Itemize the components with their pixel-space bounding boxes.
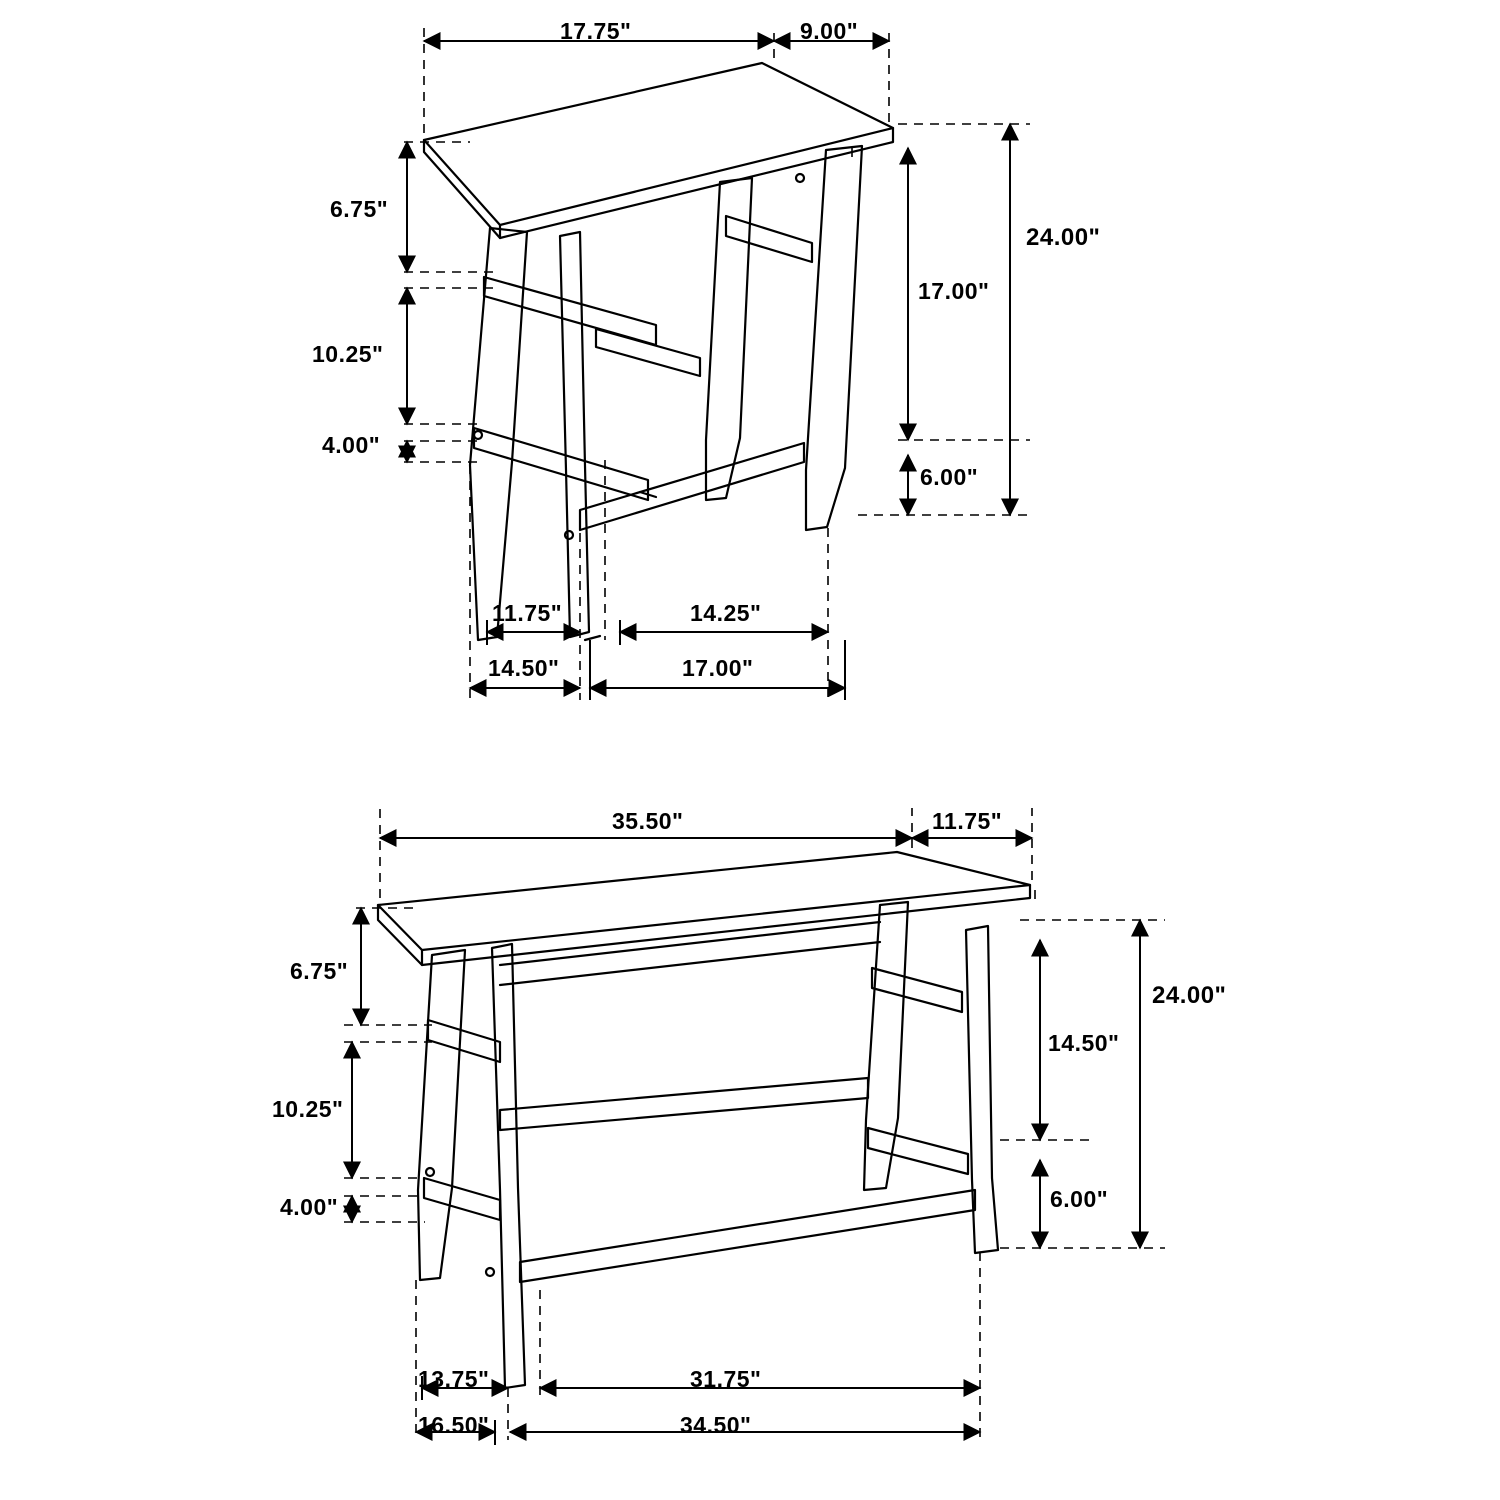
bench-dim-top-width-front: 35.50" (612, 808, 684, 834)
stool-dim-base-depth-outer: 14.50" (488, 655, 560, 681)
bench-dim-lower-rail-to-floor: 4.00" (280, 1194, 339, 1220)
stool-dim-base-width-outer: 17.00" (682, 655, 754, 681)
stool-dim-lower-rail-to-floor: 4.00" (322, 432, 381, 458)
bench-dim-upper-to-lower-rail: 10.25" (272, 1096, 344, 1122)
stool-dim-base-width-inner: 14.25" (690, 600, 762, 626)
stool-dim-top-to-upper-rail: 6.75" (330, 196, 389, 222)
bench-extension-lines (344, 808, 1165, 1440)
stool-illustration (424, 63, 893, 640)
stool-dim-overall-height: 24.00" (1026, 224, 1101, 251)
bench-dim-base-width-inner: 31.75" (690, 1366, 762, 1392)
stool-dim-top-depth: 9.00" (800, 18, 859, 44)
stool-dim-upper-to-lower-rail: 10.25" (312, 341, 384, 367)
bench-dim-top-to-upper-rail: 6.75" (290, 958, 349, 984)
bench-dim-apron-height-back: 14.50" (1048, 1030, 1120, 1056)
bench-dim-base-width-outer: 34.50" (680, 1412, 752, 1438)
stool-dim-footrest-height: 6.00" (920, 464, 979, 490)
bench-dim-base-depth-outer: 16.50" (418, 1412, 490, 1438)
bench-illustration (378, 852, 1030, 1388)
bench-dim-top-depth: 11.75" (932, 808, 1003, 834)
stool-dim-top-width-front: 17.75" (560, 18, 632, 44)
stool-dim-seat-height-back: 17.00" (918, 278, 990, 304)
bench-dim-base-depth-inner: 13.75" (418, 1366, 490, 1392)
stool-dim-base-depth-inner: 11.75" (492, 600, 563, 626)
bench-dim-overall-height: 24.00" (1152, 982, 1227, 1009)
bench-dim-footrest-height: 6.00" (1050, 1186, 1109, 1212)
